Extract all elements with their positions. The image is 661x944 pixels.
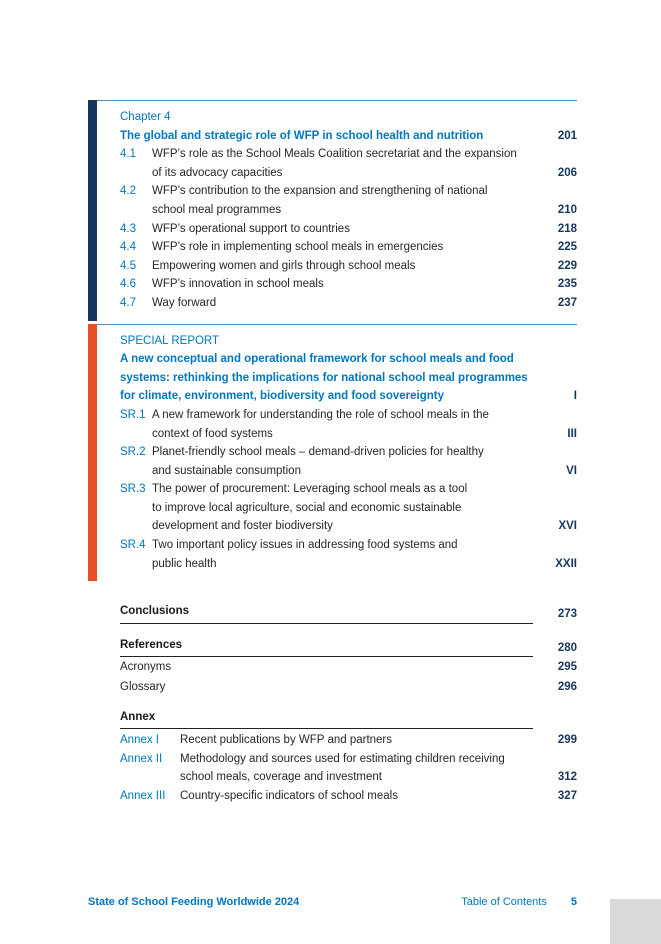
toc-entry-references[interactable] [120,636,577,658]
page-corner-tab [610,899,661,944]
entry-number: Annex III [120,790,166,802]
back-matter-sections [88,602,577,805]
special-report-accent-bar [88,324,97,582]
entry-text [152,406,533,443]
entry-line: Methodology and sources used for estimating children receiving [180,752,505,765]
footer-page-number: 5 [570,896,577,908]
page-number: XVI [558,520,577,533]
toc-entry-glossary[interactable] [120,678,577,697]
special-report-label: SPECIAL REPORT [120,334,220,347]
page-number: 280 [557,641,577,654]
entry-line: WFP’s operational support to countries [152,222,350,235]
toc-entry-4-6[interactable] [120,275,577,294]
entry-number: SR.4 [120,539,146,552]
entry-number: 4.7 [120,296,136,309]
page-number: 295 [557,661,577,674]
toc-entry-annex-1[interactable] [120,731,577,750]
entry-text [152,443,533,480]
entry-text [152,294,533,313]
section-label: References [120,638,183,651]
entry-text [152,275,533,294]
entry-number: 4.6 [120,278,136,291]
toc-entry-4-5[interactable] [120,257,577,276]
toc-entry-4-2[interactable] [120,182,577,219]
page-number: 296 [557,681,577,694]
page-number: XXII [555,557,577,570]
entry-line: public health [152,557,217,570]
entry-text [152,480,533,536]
chapter4-accent-bar [88,100,97,321]
entry-line: school meal programmes [152,203,282,216]
toc-entry-acronyms[interactable] [120,658,577,677]
page-number: 235 [557,278,577,291]
page-number: 299 [557,734,577,747]
entry-line: The power of procurement: Leveraging school meals as a tool [152,483,468,496]
entry-number: 4.3 [120,222,136,235]
special-report-block [88,324,577,582]
entry-line: WFP’s contribution to the expansion and strengthening of national [152,185,488,198]
page-number: VI [566,464,577,477]
chapter4-block [88,100,577,321]
entry-line: Way forward [152,296,217,309]
entry-line: school meals, coverage and investment [180,771,382,784]
footer-document-title: State of School Feeding Worldwide 2024 [88,896,300,908]
entry-number: 4.2 [120,185,136,198]
entry-line: Recent publications by WFP and partners [180,734,393,747]
entry-text [152,536,533,573]
section-label-wrap [120,636,533,658]
entry-line: development and foster biodiversity [152,520,333,533]
entry-line: Two important policy issues in addressing food systems and [152,539,458,552]
entry-line: WFP’s innovation in school meals [152,278,324,291]
toc-entry-sr-1[interactable] [120,406,577,443]
entry-line: Empowering women and girls through school meals [152,259,416,272]
entry-text [152,145,533,182]
entry-text [180,787,533,806]
entry-number: 4.5 [120,259,136,272]
entry-number: SR.1 [120,408,146,421]
section-label-wrap [120,678,533,697]
section-label: Glossary [120,681,166,694]
entry-number: 4.4 [120,241,136,254]
page-footer [88,896,577,908]
entry-line: to improve local agriculture, social and economic sustainable [152,501,462,514]
toc-entry-4-1[interactable] [120,145,577,182]
entry-text [180,731,533,750]
entry-number: Annex I [120,734,159,747]
entry-number: SR.3 [120,483,146,496]
entry-number: 4.1 [120,148,136,161]
table-of-contents [88,100,577,806]
page-number: 237 [557,296,577,309]
toc-entry-sr-4[interactable] [120,536,577,573]
entry-text [152,238,533,257]
chapter4-title: The global and strategic role of WFP in school health and nutrition [120,129,484,142]
entry-number: SR.2 [120,446,146,459]
section-label-wrap [120,708,533,730]
entry-text [180,750,533,787]
title-line: for climate, environment, biodiversity and food sovereignty [120,390,444,403]
annex-header[interactable] [120,708,577,730]
entry-line: A new framework for understanding the role of school meals in the [152,408,489,421]
entry-text [152,220,533,239]
entry-line: WFP’s role as the School Meals Coalition secretariat and the expansion [152,148,517,161]
page-number: 201 [557,129,577,142]
toc-entry-annex-2[interactable] [120,750,577,787]
section-label-wrap [120,602,533,624]
toc-entry-4-3[interactable] [120,220,577,239]
page-number: 225 [557,241,577,254]
section-label: Conclusions [120,605,190,618]
page-number: 312 [557,771,577,784]
special-report-title-row[interactable] [120,350,577,406]
page-number: 206 [557,166,577,179]
annex-entries [120,731,577,805]
entry-line: WFP’s role in implementing school meals in emergencies [152,241,444,254]
entry-line: and sustainable consumption [152,464,301,477]
toc-entry-4-7[interactable] [120,294,577,313]
toc-entry-annex-3[interactable] [120,787,577,806]
entry-text [152,257,533,276]
section-label: Annex [120,710,156,723]
toc-entry-conclusions[interactable] [120,602,577,624]
page-number: III [567,427,577,440]
page-number: 229 [557,259,577,272]
toc-entry-sr-2[interactable] [120,443,577,480]
page-number: 210 [557,203,577,216]
page-number: 327 [557,790,577,802]
page-number: 218 [557,222,577,235]
chapter4-title-row[interactable] [120,127,577,146]
title-line: A new conceptual and operational framework for school meals and food [120,353,514,366]
entry-line: Country-specific indicators of school meals [180,790,398,802]
chapter4-label: Chapter 4 [120,111,171,123]
entry-text [152,182,533,219]
page-number: 273 [557,608,577,621]
entry-line: of its advocacy capacities [152,166,283,179]
special-report-title [120,350,533,406]
page-number: I [573,390,577,403]
section-label-wrap [120,658,533,677]
entry-line: context of food systems [152,427,273,440]
toc-entry-4-4[interactable] [120,238,577,257]
title-line: systems: rethinking the implications for national school meal programmes [120,371,528,384]
toc-entry-sr-3[interactable] [120,480,577,536]
section-label: Acronyms [120,661,172,674]
footer-section-name: Table of Contents [461,896,547,908]
entry-number: Annex II [120,752,163,765]
entry-line: Planet-friendly school meals – demand-driven policies for healthy [152,446,484,459]
